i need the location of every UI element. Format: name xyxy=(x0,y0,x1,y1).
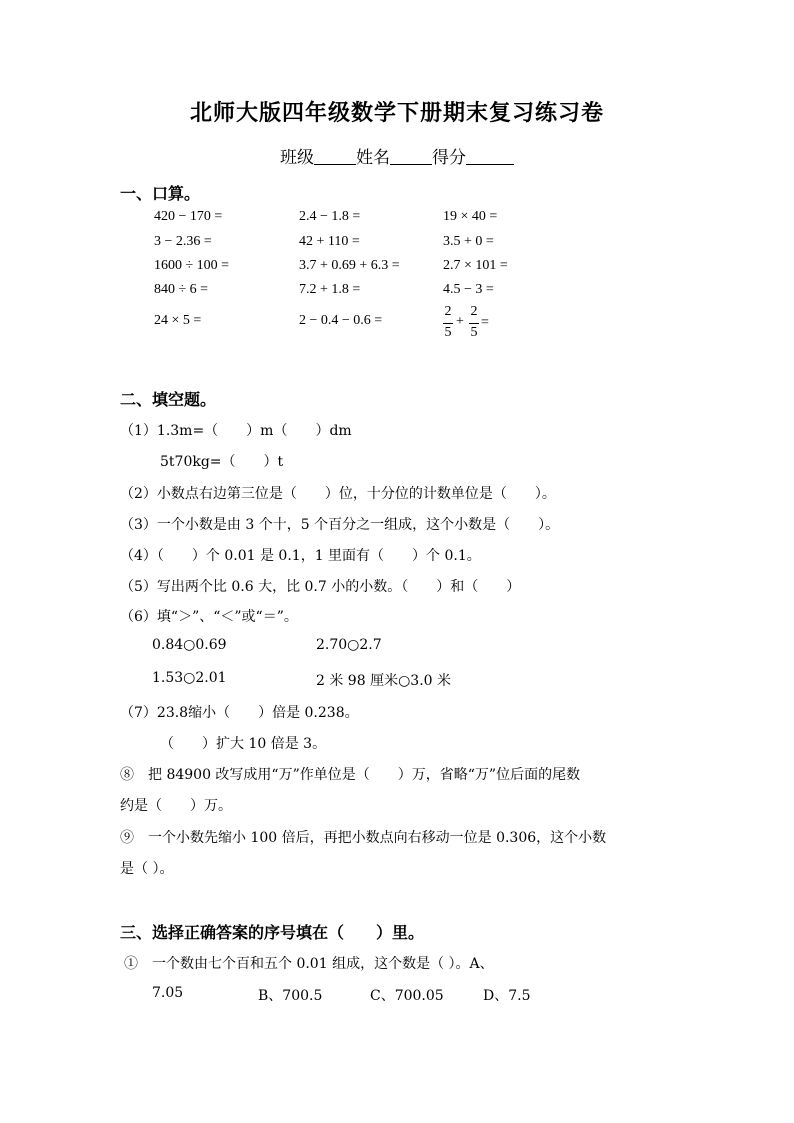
calc-item: 3.5 + 0 = xyxy=(443,234,494,249)
section-1-heading: 一、口算。 xyxy=(120,184,201,203)
calc-item: 1600 ÷ 100 = xyxy=(154,258,230,273)
calc-item: 2 − 0.4 − 0.6 = xyxy=(299,313,383,328)
question-line: （6）填“＞”、“＜”或“＝”。 xyxy=(120,609,298,625)
equals-sign: = xyxy=(481,315,489,330)
question-line: （7）23.8缩小（ ）倍是 0.238。 xyxy=(120,705,359,721)
compare-item: 2 米 98 厘米○3.0 米 xyxy=(316,673,452,689)
calc-item: 4.5 − 3 = xyxy=(443,282,494,297)
question-line: ⑧ 把 84900 改写成用“万”作单位是（ ）万，省略“万”位后面的尾数 xyxy=(120,767,581,783)
question-line: （ ）扩大 10 倍是 3。 xyxy=(160,736,327,752)
compare-item: 0.84○0.69 xyxy=(152,637,227,653)
name-label: 姓名 xyxy=(356,148,390,168)
calc-item: 19 × 40 = xyxy=(443,209,498,224)
compare-item: 2.70○2.7 xyxy=(316,637,382,653)
class-label: 班级 xyxy=(280,148,314,168)
fraction-expression xyxy=(443,304,503,344)
fraction-denominator: 5 xyxy=(470,325,478,340)
option-d: D、7.5 xyxy=(483,988,531,1004)
student-info-line xyxy=(0,143,794,168)
question-line: （5）写出两个比 0.6 大，比 0.7 小的小数。（ ）和（ ） xyxy=(120,579,521,595)
question-line: 是（ ）。 xyxy=(120,861,174,877)
calc-item: 2.4 − 1.8 = xyxy=(299,209,361,224)
fraction-bar xyxy=(469,323,479,324)
score-label: 得分 xyxy=(432,148,466,168)
calc-item: 24 × 5 = xyxy=(154,313,202,328)
plus-sign: + xyxy=(456,314,464,329)
question-line: 5t70kg=（ ）t xyxy=(160,454,284,470)
score-blank xyxy=(466,148,514,165)
calc-item: 2.7 × 101 = xyxy=(443,258,508,273)
calc-item: 3.7 + 0.69 + 6.3 = xyxy=(299,258,400,273)
section-3-heading: 三、选择正确答案的序号填在（ ）里。 xyxy=(120,923,425,942)
option-c: C、700.05 xyxy=(370,988,444,1004)
fraction-numerator: 2 xyxy=(444,304,452,319)
question-line: （4）（ ）个 0.01 是 0.1，1 里面有（ ）个 0.1。 xyxy=(120,548,481,564)
calc-item: 3 − 2.36 = xyxy=(154,234,212,249)
question-line: ⑨ 一个小数先缩小 100 倍后，再把小数点向右移动一位是 0.306，这个小数 xyxy=(120,830,607,846)
question-line: （2）小数点右边第三位是（ ）位，十分位的计数单位是（ ）。 xyxy=(120,486,556,502)
question-line: ① 一个数由七个百和五个 0.01 组成，这个数是（ ）。A、 xyxy=(124,956,494,972)
calc-item: 420 − 170 = xyxy=(154,209,223,224)
section-2-heading: 二、填空题。 xyxy=(120,390,217,409)
calc-item: 42 + 110 = xyxy=(299,234,360,249)
option-b: B、700.5 xyxy=(258,988,323,1004)
option-a-value: 7.05 xyxy=(152,985,184,1001)
page-title: 北师大版四年级数学下册期末复习练习卷 xyxy=(189,100,604,126)
question-line: （1）1.3m=（ ）m（ ）dm xyxy=(120,423,352,439)
fraction-denominator: 5 xyxy=(444,325,452,340)
calc-item: 840 ÷ 6 = xyxy=(154,282,209,297)
fraction-bar xyxy=(443,323,453,324)
question-line: （3）一个小数是由 3 个十，5 个百分之一组成，这个小数是（ ）。 xyxy=(120,517,560,533)
compare-item: 1.53○2.01 xyxy=(152,670,227,686)
name-blank xyxy=(390,148,432,165)
fraction-numerator: 2 xyxy=(470,304,478,319)
class-blank xyxy=(314,148,356,165)
calc-item: 7.2 + 1.8 = xyxy=(299,282,361,297)
question-line: 约是（ ）万。 xyxy=(120,798,232,814)
